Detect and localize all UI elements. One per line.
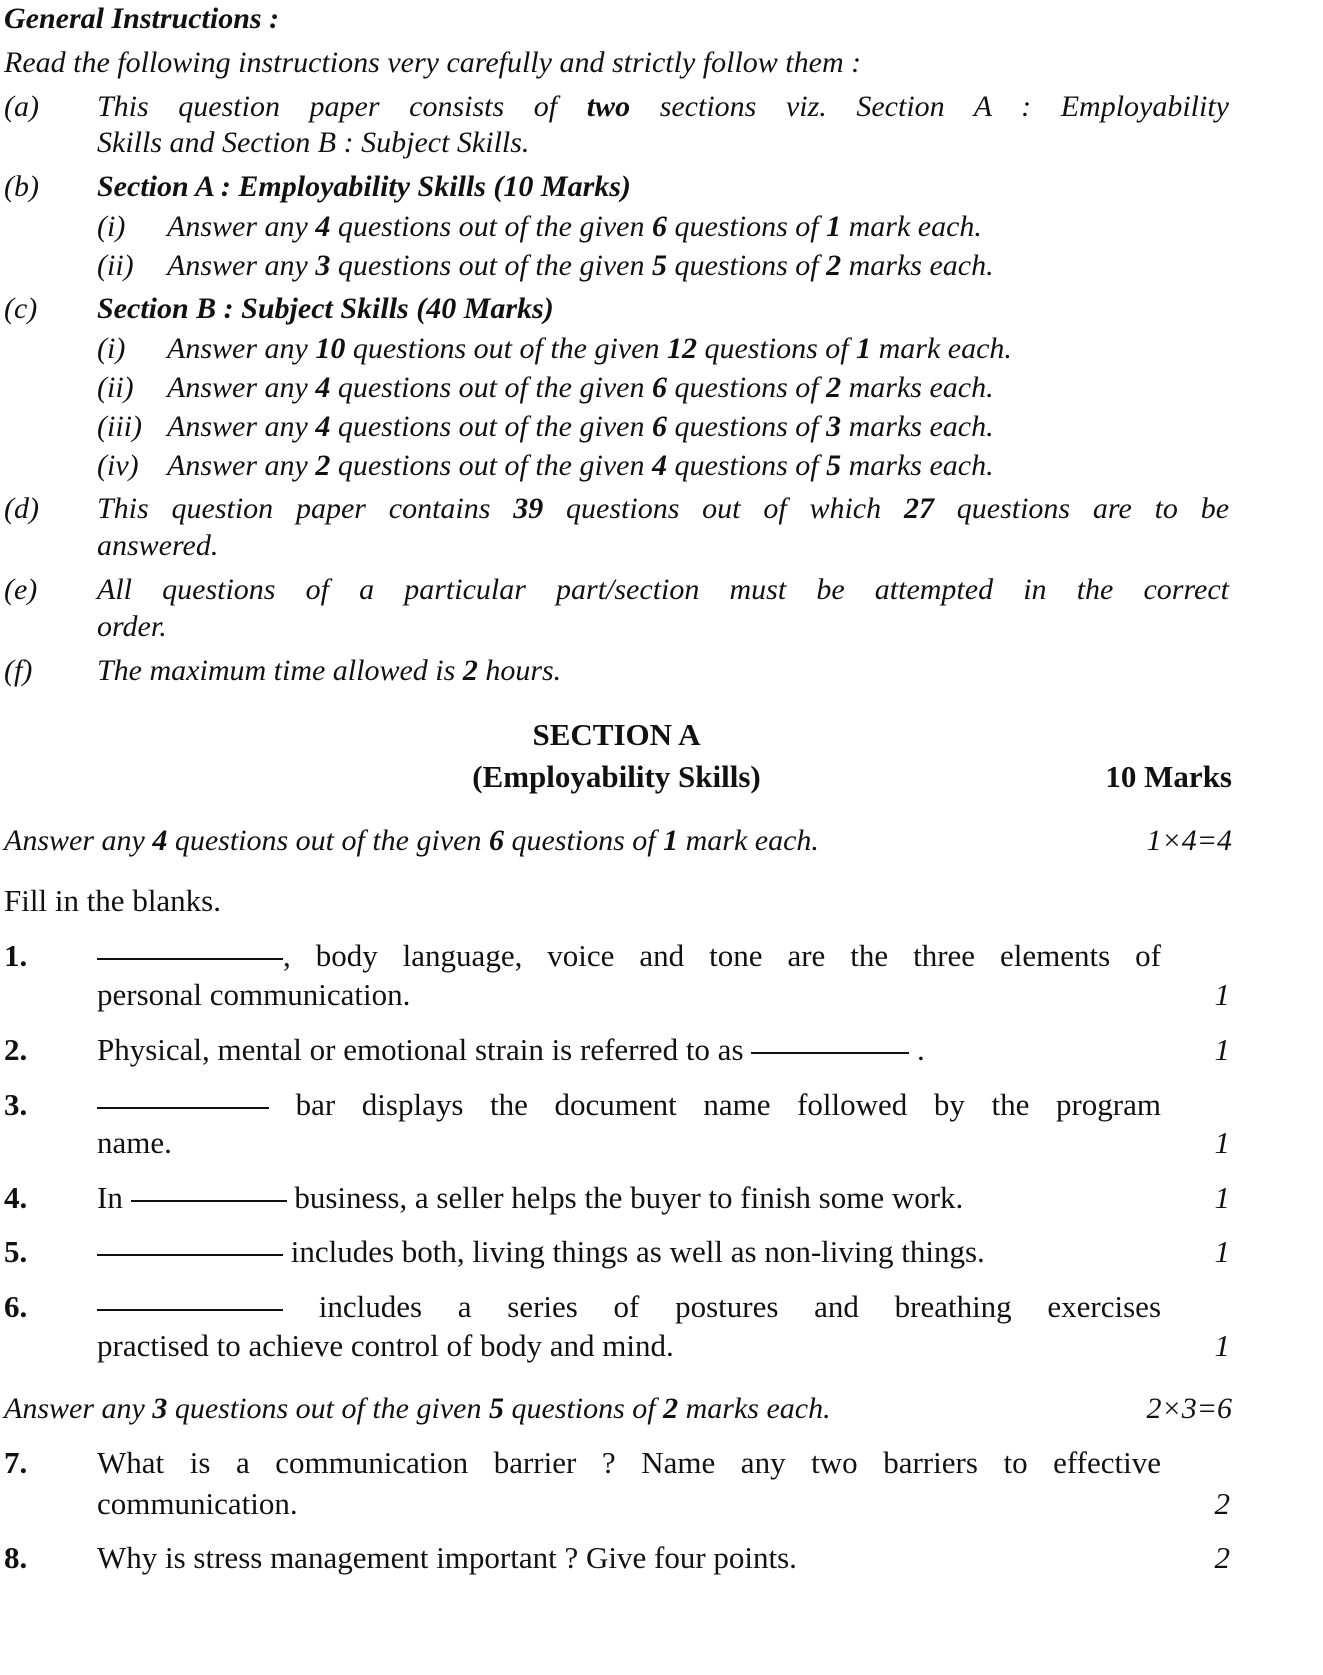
instruction-a-text1: This question paper consists of (97, 90, 558, 123)
question-number: 5. (4, 1234, 28, 1269)
instruction-a-line2: Skills and Section B : Subject Skills. (97, 126, 530, 159)
question-7-line1: What is a communication barrier ? Name any two barriers to effective (97, 1445, 1161, 1480)
question-1-line1: , body language, voice and tone are the three elements of (97, 935, 1161, 977)
question-mark: 1 (1214, 1328, 1230, 1363)
instruction-d-line2: answered. (97, 529, 219, 562)
question-6-line1: includes a series of postures and breathing exercises (97, 1286, 1161, 1328)
question-mark: 1 (1214, 1032, 1230, 1067)
instruction-e-line2: order. (97, 610, 167, 643)
instructions-heading: General Instructions : (4, 2, 280, 35)
question-1-line2: personal communication. (97, 977, 411, 1012)
question-2-line1: Physical, mental or emotional strain is referred to as . (97, 1032, 925, 1067)
instruction-b-ii-text: Answer any 3 questions out of the given 5 questions of 2 marks each. (167, 249, 994, 282)
blank-line (97, 1254, 283, 1256)
question-number: 3. (4, 1087, 28, 1122)
question-mark: 2 (1214, 1540, 1230, 1575)
question-number: 1. (4, 938, 28, 973)
instruction-a-text2: sections viz. Section A : Employability (659, 90, 1230, 123)
instruction-d-line1: This question paper contains 39 questions out of which 27 questions are to be (97, 492, 1230, 525)
question-4-line1: In business, a seller helps the buyer to finish some work. (97, 1180, 964, 1215)
question-number: 6. (4, 1289, 28, 1324)
instruction-a-line1 (97, 88, 1229, 126)
instruction-label-a: (a) (4, 90, 39, 123)
blank-line (131, 1200, 287, 1202)
instruction-c-iv-text: Answer any 2 questions out of the given 4 questions of 5 marks each. (167, 449, 994, 482)
question-mark: 1 (1214, 1234, 1230, 1269)
instruction-e-line1: All questions of a particular part/section must be attempted in the correct (97, 573, 1229, 606)
question-mark: 1 (1214, 1125, 1230, 1160)
question-number: 2. (4, 1032, 28, 1067)
instruction-c-iii-text: Answer any 4 questions out of the given 6 questions of 3 marks each. (167, 410, 994, 443)
section-a-part1-score: 1×4=4 (1146, 824, 1232, 857)
question-3-line1: bar displays the document name followed by the program (97, 1084, 1161, 1126)
question-number: 4. (4, 1180, 28, 1215)
instruction-b-ii-label: (ii) (97, 249, 134, 282)
instruction-b-i-label: (i) (97, 210, 126, 243)
instruction-c-iv-label: (iv) (97, 449, 139, 482)
instruction-c-ii-label: (ii) (97, 371, 134, 404)
instruction-label-d: (d) (4, 492, 39, 525)
instruction-label-b: (b) (4, 170, 39, 203)
blank-line (97, 1309, 283, 1311)
blank-line (97, 958, 283, 960)
instruction-b-title: Section A : Employability Skills (10 Marks) (97, 170, 631, 203)
instruction-a-bold: two (586, 90, 631, 123)
instruction-c-ii-text: Answer any 4 questions out of the given 6 questions of 2 marks each. (167, 371, 994, 404)
instruction-label-c: (c) (4, 292, 38, 325)
instruction-f-text: The maximum time allowed is 2 hours. (97, 654, 562, 687)
question-6-line2: practised to achieve control of body and mind. (97, 1328, 674, 1363)
question-5-line1: includes both, living things as well as non-living things. (97, 1231, 985, 1273)
instruction-label-f: (f) (4, 654, 33, 687)
section-a-title: SECTION A (532, 717, 701, 752)
question-mark: 1 (1214, 1180, 1230, 1215)
instruction-b-i-text: Answer any 4 questions out of the given 6 questions of 1 mark each. (167, 210, 982, 243)
question-mark: 2 (1214, 1486, 1230, 1521)
instruction-c-title: Section B : Subject Skills (40 Marks) (97, 292, 554, 325)
section-a-part1-instruction: Answer any 4 questions out of the given 6 questions of 1 mark each. (4, 824, 819, 857)
blank-line (97, 1107, 269, 1109)
question-3-line2: name. (97, 1125, 172, 1160)
instructions-intro: Read the following instructions very carefully and strictly follow them : (4, 46, 862, 79)
question-7-line2: communication. (97, 1486, 298, 1521)
instruction-c-i-label: (i) (97, 332, 126, 365)
question-number: 8. (4, 1540, 28, 1575)
instruction-c-i-text: Answer any 10 questions out of the given 12 questions of 1 mark each. (167, 332, 1012, 365)
fill-blanks-heading: Fill in the blanks. (4, 883, 221, 918)
question-number: 7. (4, 1445, 28, 1480)
section-a-subtitle: (Employability Skills) (472, 759, 761, 794)
section-a-marks: 10 Marks (1105, 759, 1232, 794)
question-8-line1: Why is stress management important ? Give four points. (97, 1540, 797, 1575)
section-a-part2-instruction: Answer any 3 questions out of the given 5 questions of 2 marks each. (4, 1392, 831, 1425)
blank-line (751, 1052, 909, 1054)
instruction-label-e: (e) (4, 573, 38, 606)
instruction-c-iii-label: (iii) (97, 410, 142, 443)
question-mark: 1 (1214, 977, 1230, 1012)
section-a-part2-score: 2×3=6 (1146, 1392, 1232, 1425)
